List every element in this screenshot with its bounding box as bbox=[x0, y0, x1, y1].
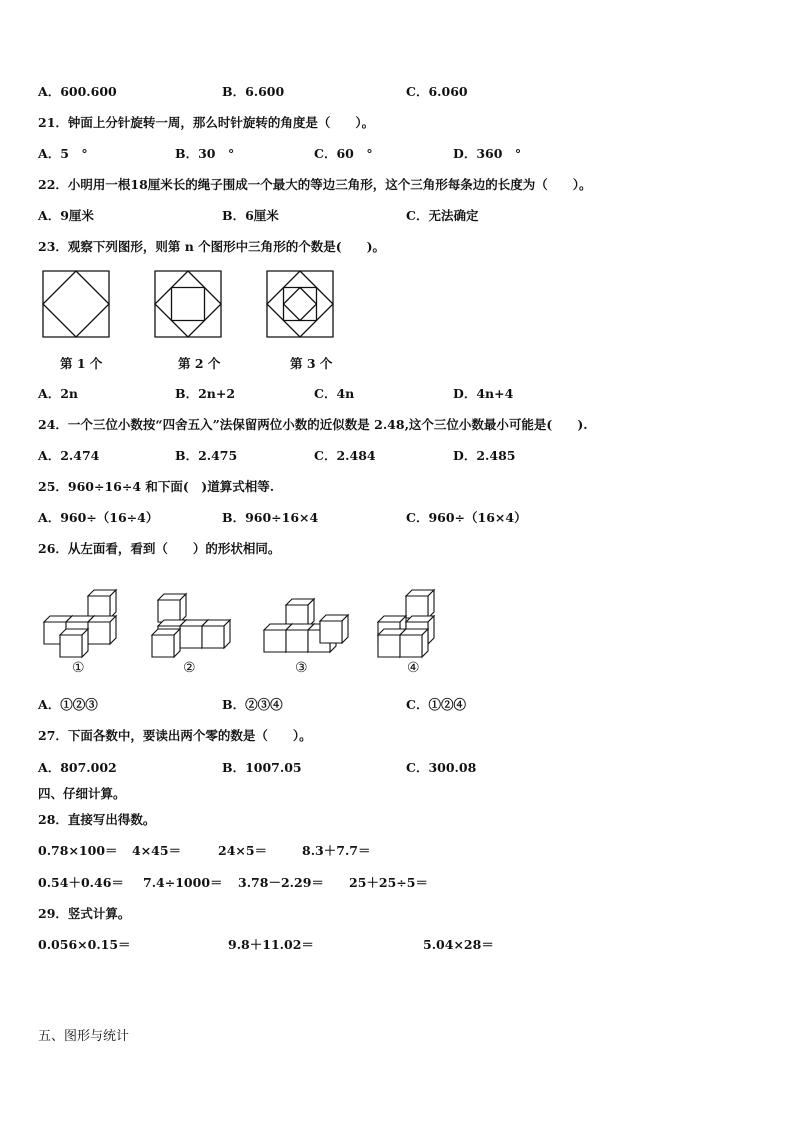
q28-expr-2: 4×45＝ bbox=[132, 843, 182, 858]
q20-option-a: A．600.600 bbox=[38, 84, 117, 99]
cube-label-4: ④ bbox=[407, 660, 420, 676]
nested-square-figure-2 bbox=[154, 270, 224, 340]
q22-option-a: A．9厘米 bbox=[38, 208, 94, 223]
q24-option-a: A．2.474 bbox=[38, 448, 100, 463]
q28-expr-3: 24×5＝ bbox=[218, 843, 268, 858]
cube-figure-4 bbox=[378, 590, 434, 657]
section-5-heading: 五、图形与统计 bbox=[38, 1029, 130, 1044]
cube-figure-1 bbox=[44, 590, 116, 657]
cube-figure-2 bbox=[152, 594, 230, 657]
q24-option-c: C．2.484 bbox=[314, 448, 376, 463]
q24-text: 24．一个三位小数按“四舍五入”法保留两位小数的近似数是 2.48,这个三位小数最小可能是( ). bbox=[38, 417, 588, 432]
q25-option-c: C．960÷（16×4） bbox=[406, 510, 527, 525]
q21-option-b: B．30 ° bbox=[175, 146, 235, 161]
q21-option-a: A．5 ° bbox=[38, 146, 88, 161]
q22-option-b: B．6厘米 bbox=[222, 208, 279, 223]
q24-option-b: B．2.475 bbox=[175, 448, 238, 463]
cube-figures bbox=[0, 580, 794, 680]
section-4-heading: 四、仔细计算。 bbox=[38, 786, 126, 801]
q23-option-b: B．2n+2 bbox=[175, 386, 236, 401]
q28-text: 28．直接写出得数。 bbox=[38, 812, 156, 827]
q25-option-a: A．960÷（16÷4） bbox=[38, 510, 159, 525]
q20-option-b: B．6.600 bbox=[222, 84, 285, 99]
nested-square-figure-1 bbox=[42, 270, 112, 340]
q28-expr-5: 0.54＋0.46＝ bbox=[38, 875, 124, 890]
q27-option-c: C．300.08 bbox=[406, 760, 477, 775]
figure-caption-3: 第 3 个 bbox=[290, 356, 333, 371]
q28-expr-7: 3.78－2.29＝ bbox=[238, 875, 324, 890]
q23-option-a: A．2n bbox=[38, 386, 78, 401]
q29-expr-2: 9.8＋11.02＝ bbox=[228, 937, 314, 952]
cube-label-2: ② bbox=[183, 660, 196, 676]
q28-expr-1: 0.78×100＝ bbox=[38, 843, 118, 858]
q25-option-b: B．960÷16×4 bbox=[222, 510, 319, 525]
q20-option-c: C．6.060 bbox=[406, 84, 468, 99]
q26-option-c: C．①②④ bbox=[406, 697, 466, 712]
q24-option-d: D．2.485 bbox=[453, 448, 516, 463]
q23-option-d: D．4n+4 bbox=[453, 386, 514, 401]
q27-text: 27．下面各数中，要读出两个零的数是（ ）。 bbox=[38, 728, 312, 743]
q25-text: 25．960÷16÷4 和下面( )道算式相等. bbox=[38, 479, 275, 494]
q27-option-a: A．807.002 bbox=[38, 760, 117, 775]
q29-expr-3: 5.04×28＝ bbox=[423, 937, 494, 952]
cube-label-3: ③ bbox=[295, 660, 308, 676]
q21-option-d: D．360 ° bbox=[453, 146, 522, 161]
figure-caption-1: 第 1 个 bbox=[60, 356, 103, 371]
q28-expr-8: 25＋25÷5＝ bbox=[349, 875, 428, 890]
figure-caption-2: 第 2 个 bbox=[178, 356, 221, 371]
q26-option-b: B．②③④ bbox=[222, 697, 283, 712]
q21-text: 21．钟面上分针旋转一周，那么时针旋转的角度是（ ）。 bbox=[38, 115, 375, 130]
q22-text: 22．小明用一根18厘米长的绳子围成一个最大的等边三角形，这个三角形每条边的长度为（ ）。 bbox=[38, 177, 592, 192]
cube-figure-3 bbox=[264, 599, 348, 652]
q27-option-b: B．1007.05 bbox=[222, 760, 302, 775]
q28-expr-4: 8.3＋7.7＝ bbox=[302, 843, 371, 858]
cube-label-1: ① bbox=[72, 660, 85, 676]
q26-text: 26．从左面看，看到（ ）的形状相同。 bbox=[38, 541, 281, 556]
q26-option-a: A．①②③ bbox=[38, 697, 98, 712]
q21-option-c: C．60 ° bbox=[314, 146, 373, 161]
nested-square-figure-3 bbox=[266, 270, 336, 340]
q29-text: 29．竖式计算。 bbox=[38, 906, 131, 921]
q23-option-c: C．4n bbox=[314, 386, 355, 401]
q28-expr-6: 7.4÷1000＝ bbox=[143, 875, 223, 890]
q23-text: 23．观察下列图形，则第 n 个图形中三角形的个数是( )。 bbox=[38, 239, 386, 254]
q29-expr-1: 0.056×0.15＝ bbox=[38, 937, 131, 952]
q22-option-c: C．无法确定 bbox=[406, 208, 479, 223]
